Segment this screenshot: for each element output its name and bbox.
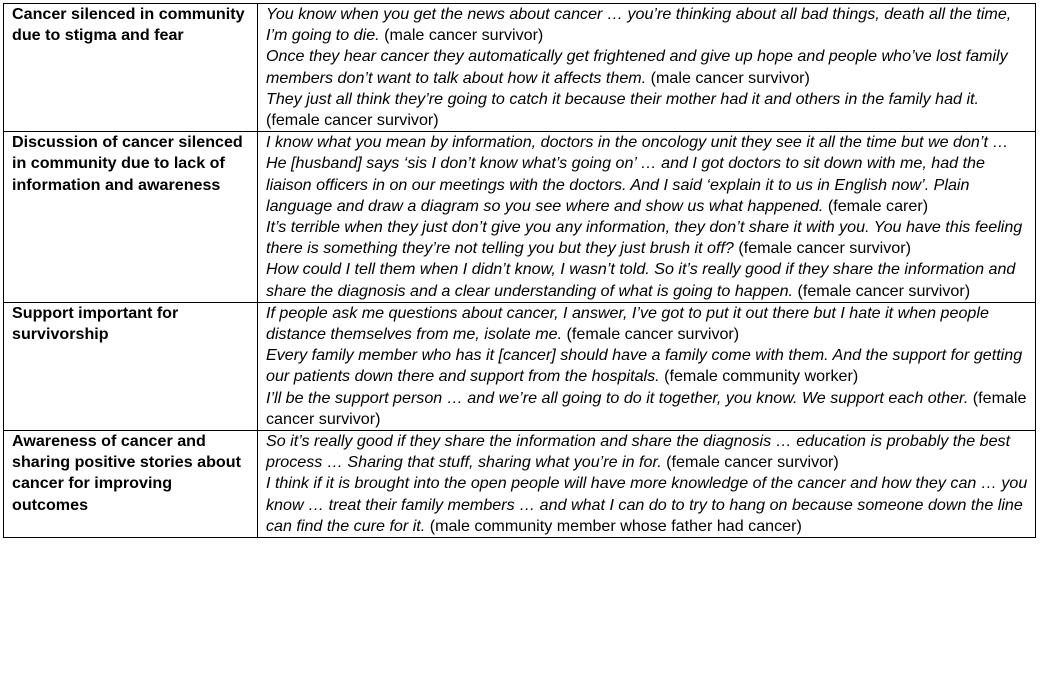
quote-text: You know when you get the news about cancer … you’re thinking about all bad things, death all the time, I’m going to die. [266,5,1012,45]
quote [266,431,1029,473]
quote [266,132,1029,217]
quote-attribution: (female carer) [827,196,929,215]
quote [266,4,1029,46]
quote-text: If people ask me questions about cancer, I answer, I’ve got to put it out there but I hate it when people distance themselves from me, isolate me. [266,303,989,344]
quote-attribution: (female cancer survivor) [266,111,439,130]
quote-attribution: (female cancer survivor) [666,453,839,472]
quote [266,46,1029,88]
quote-text: It’s terrible when they just don’t give you any information, they don’t share it with you. You have this feeling there is something they’re not telling you but they just brush it off? [266,218,1023,258]
quote-text: I’ll be the support person … and we’re all going to do it together, you know. We support each other. [266,388,969,407]
quote-text: I think if it is brought into the open people will have more knowledge of the cancer and how they can … you know … treat their family members … and what I can do to try to hang on because someone down the line can find the cure for it. [266,474,1028,535]
quotes-cell [258,431,1036,538]
quote-text: I know what you mean by information, doctors in the oncology unit they see it all the time but we don’t … He [husband] says ‘sis I don’t know what’s going on’ … and I got doctors to sit down with me, had the liaison officers in on our meetings with the doctors. And I said ‘explain it to us in English now’. Plain language and draw a diagram so you see where and show us what happened. [266,133,1009,215]
table-row [4,302,1036,430]
theme-cell: Awareness of cancer and sharing positive stories about cancer for improving outcomes [4,431,258,538]
quote [266,259,1029,301]
quote-attribution: (male cancer survivor) [650,68,810,87]
quote [266,388,1029,430]
quote-text: How could I tell them when I didn’t know, I wasn’t told. So it’s really good if they share the information and share the diagnosis and a clear understanding of what is going to happen. [266,260,1016,300]
quotes-cell [258,302,1036,430]
quote-attribution: (female cancer survivor) [738,239,911,258]
themes-quotes-table [3,3,1036,538]
quote-text: They just all think they’re going to catch it because their mother had it and others in the family had it. [266,89,979,108]
quote-text: So it’s really good if they share the information and share the diagnosis … education is probably the best process … Sharing that stuff, sharing what you’re in for. [266,432,1011,472]
quotes-cell [258,4,1036,132]
quote-attribution: (male cancer survivor) [384,26,544,45]
quote-text: Every family member who has it [cancer] should have a family come with them. And the support for getting our patients down there and support from the hospitals. [266,346,1023,386]
quote [266,473,1029,537]
quote-attribution: (female cancer survivor) [266,388,1027,428]
table-row [4,132,1036,303]
quote-attribution: (female community worker) [664,367,859,386]
table-row [4,4,1036,132]
quote [266,217,1029,259]
quote [266,89,1029,131]
quote-attribution: (female cancer survivor) [797,281,971,300]
theme-cell: Support important for survivorship [4,302,258,430]
theme-cell: Discussion of cancer silenced in community due to lack of information and awareness [4,132,258,303]
theme-cell: Cancer silenced in community due to stigma and fear [4,4,258,132]
quote [266,303,1029,345]
table-row [4,431,1036,538]
quote [266,345,1029,387]
quote-attribution: (male community member whose father had cancer) [429,516,802,535]
quotes-cell [258,132,1036,303]
quote-attribution: (female cancer survivor) [566,325,740,344]
quote-text: Once they hear cancer they automatically get frightened and give up hope and people who’ve lost family members don’t want to talk about how it affects them. [266,47,1008,87]
